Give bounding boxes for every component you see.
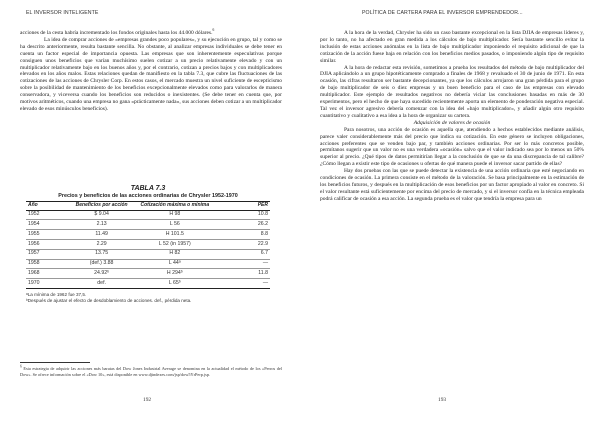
footnote-mark: 6: [212, 28, 215, 33]
cell-price: H 101.5: [138, 230, 211, 240]
table-row: [26, 279, 270, 289]
cell-earnings: 11.49: [65, 230, 138, 240]
cell-year: 1956: [26, 239, 65, 249]
table-row: [26, 220, 270, 230]
paragraph: Hay dos pruebas con las que se puede detectar la existencia de una acción ordinaria que esté negociando en condiciones de ocasión. La primera consiste en el método de la valoración. Se basa principalmente en la estimación de los beneficios futuros, y después en la multiplicación de esos beneficios por un factor apropiado al valor en concreto. Si el valor resultante está suficientemente por encima del precio de mercado, y si el inversor confía en la técnica empleada podrá calificar de ocasión a esa acción. La segunda prueba es el valor que tendría la empresa para un: [320, 168, 584, 202]
cell-earnings: $ 9.04: [65, 210, 138, 220]
footnote-rule: [20, 362, 90, 363]
table-body: [26, 210, 270, 288]
running-head-left: EL INVERSOR INTELIGENTE: [26, 10, 99, 16]
cell-per: —: [211, 279, 270, 289]
cell-year: 1955: [26, 230, 65, 240]
cell-per: 8.8: [211, 230, 270, 240]
paragraph: acciones de la cesta habría incrementado los fondos originales hasta los 44.000 dólares.$^6$: [20, 28, 215, 36]
cell-per: —: [211, 259, 270, 269]
header-year: Año: [26, 202, 65, 211]
section-title: Adquisición de valores de ocasión: [413, 119, 491, 126]
cell-earnings: 24.92ᵇ: [65, 269, 138, 279]
cell-price: H 98: [138, 210, 211, 220]
cell-per: 11.8: [211, 269, 270, 279]
right-body-text: [320, 30, 584, 203]
table-notes: [26, 292, 270, 304]
table-row: [26, 239, 270, 249]
header-earnings: Beneficios por acción: [65, 202, 138, 211]
running-head-right: POLÍTICA DE CARTERA PARA EL INVERSOR EMPRENDEDOR...: [362, 10, 523, 16]
paragraph: A la hora de la verdad, Chrysler ha sido un caso bastante excepcional en la lista DJIA de empresas líderes y, por lo tanto, no ha afectado en gran medida a los cálculos de bajo multiplicador. Sería bastante sencillo evitar la inclusión de estas acciones anómalas en la lista de bajo multiplicador imponiendo el requisito adicional de que la cotización de la acción fuese baja en relación con los beneficios medios pasados, o imponiendo algún tipo de requisito similar.: [320, 30, 584, 64]
page-number-right: 193: [438, 397, 447, 403]
header-per: PER: [211, 202, 270, 211]
cell-price: L 56: [138, 220, 211, 230]
cell-earnings: 2.29: [65, 239, 138, 249]
data-table: [26, 201, 270, 289]
header-price: Cotización máxima o mínima: [138, 202, 211, 211]
cell-price: L 52 (in 1957): [138, 239, 211, 249]
right-page: [300, 0, 600, 424]
table-row: [26, 269, 270, 279]
table-note: ᵇDespués de ajustar el efecto de desdoblamiento de acciones. def., pérdida neta.: [26, 297, 192, 303]
table-row: [26, 259, 270, 269]
table-row: [26, 230, 270, 240]
cell-per: 6.7: [211, 249, 270, 259]
cell-earnings: 13.75: [65, 249, 138, 259]
page-number-left: 192: [143, 397, 152, 403]
cell-price: L 44ᵃ: [138, 259, 211, 269]
table-row: [26, 249, 270, 259]
cell-year: 1954: [26, 220, 65, 230]
table-row: [26, 210, 270, 220]
paragraph: La idea de comprar acciones de «empresas grandes poco populares», y su ejecución en grupo, tal y como se ha descrito anteriormente, resulta bastante sencilla. No obstante, al analizar empresas individuales se debe tener en cuenta un factor especial de importancia opuesta. Las empresas que son inherentemente especulativas porque consiguen unos beneficios que varían muchísimo suelen cotizar a un precio relativamente elevado y con un multiplicador relativamente bajo en los buenos años y, por el contrario, cotizan a precios bajos y con multiplicadores elevados en los años malos. Estas relaciones quedan de manifiesto en la tabla 7.3, que cubre las fluctuaciones de las cotizaciones de las acciones de Chrysler Corp. En estos casos, el mercado muestra un nivel suficiente de escepticismo sobre la posibilidad de mantenimiento de los beneficios excepcionalmente elevados como para valorarlos de manera conservadora, y viceversa cuando los beneficios son reducidos o inexistentes. (Se debe tener en cuenta que, por motivos aritméticos, cuando una empresa no gana «prácticamente nada», sus acciones deben cotizar a un multiplicador elevado de esos minúsculos beneficios).: [20, 36, 282, 112]
table-header-row: [26, 202, 270, 211]
cell-year: 1958: [26, 259, 65, 269]
table-note: ᵃLa mínima de 1962 fue 37,5.: [26, 291, 87, 297]
cell-per: 26.2: [211, 220, 270, 230]
cell-per: 10.8: [211, 210, 270, 220]
table-title: TABLA 7.3: [130, 185, 166, 192]
cell-price: H 82: [138, 249, 211, 259]
cell-earnings: (def.) 3.88: [65, 259, 138, 269]
cell-price: L 65ᵇ: [138, 279, 211, 289]
left-body-text: [20, 30, 282, 113]
cell-earnings: 2.13: [65, 220, 138, 230]
cell-earnings: def.: [65, 279, 138, 289]
paragraph: A la hora de redactar esta revisión, sometimos a prueba los resultados del método de bajo multiplicador del DJIA aplicándolo a un grupo hipotéticamente comprado a finales de 1968 y revaluado el 30 de junio de 1971. En esta ocasión, las cifras resultaron ser bastante decepcionantes, ya que los cálculos arrojaron una gran pérdida para el grupo de bajo multiplicador de seis o diez empresas y un buen beneficio para el caso de las empresas con elevado multiplicador. Este ejemplo de resultados negativos no debería viciar las conclusiones basadas en más de 30 experimentos, pero el hecho de que haya sucedido recientemente aporta un elemento de ponderación negativa especial. Tal vez el inversor agresivo debería comenzar con la idea del «bajo multiplicador», y añadir algún otro requisito cuantitativo y cualitativo a esa idea a la hora de organizar su cartera.: [320, 64, 584, 119]
chrysler-table: [26, 185, 270, 304]
cell-year: 1968: [26, 269, 65, 279]
table-subtitle: Precios y beneficios de las acciones ordinarias de Chrysler 1952-1970: [58, 193, 238, 199]
cell-per: 22.9: [211, 239, 270, 249]
paragraph: Para nosotros, una acción de ocasión es aquella que, atendiendo a hechos establecidos mediante análisis, parece valer considerablemente más del precio que indica su cotización. En este género se incluyen obligaciones, acciones preferentes que se venden bajo par, y también acciones ordinarias. Por ser lo más concretos posible, permítanos sugerir que un valor no es una verdadera «ocasión» salvo que el valor indicado sea por lo menos un 50% superior al precio. ¿Qué tipos de datos permitirían llegar a la conclusión de que se da una discrepancia de tal calibre? ¿Cómo llegan a existir este tipo de ocasiones u ofertas de qué manera puede el inversor sacar partido de ellas?: [320, 126, 584, 168]
footnote: $^6$ Esta estrategia de adquirir las acciones más baratas del Dow Jones Industrial Average se denomina en la actualidad el método de los «Perros del Dow». Se ofrece información sobre el «Dow 10», está disponible en www.djindexes.com/jsp/dow5YrPerp.jsp.: [20, 364, 283, 377]
cell-year: 1970: [26, 279, 65, 289]
footnote-number: 6: [20, 364, 22, 369]
cell-year: 1957: [26, 249, 65, 259]
cell-year: 1952: [26, 210, 65, 220]
cell-price: H 294ᵇ: [138, 269, 211, 279]
